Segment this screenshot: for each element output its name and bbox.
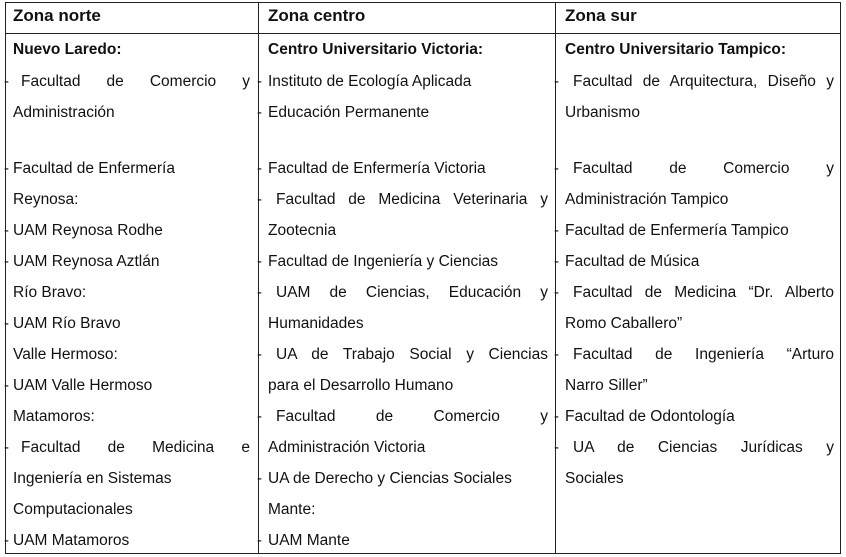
list-item: Sociales [565, 470, 624, 487]
list-item: UAM Reynosa Rodhe [13, 222, 163, 239]
list-bullet-dash: - [257, 104, 262, 121]
list-bullet-dash: - [4, 160, 9, 177]
list-item: UAM Río Bravo [13, 315, 121, 332]
list-item: Ingeniería en Sistemas [13, 470, 172, 487]
list-item: Administración [13, 104, 115, 121]
list-item: Facultad de Enfermería [13, 160, 175, 177]
list-bullet-dash: - [554, 253, 559, 270]
list-item: Reynosa: [13, 191, 79, 208]
list-item: UAM de Ciencias, Educación y [276, 284, 548, 301]
list-bullet-dash: - [257, 160, 262, 177]
list-bullet-dash: - [4, 222, 9, 239]
list-bullet-dash: - [257, 284, 262, 301]
header-zona-norte: Zona norte [13, 6, 101, 25]
list-item: UA de Ciencias Jurídicas y [573, 439, 834, 456]
list-item: Administración Tampico [565, 191, 729, 208]
list-item: Facultad de Ingeniería “Arturo [573, 346, 834, 363]
list-item: Facultad de Medicina “Dr. Alberto [573, 284, 834, 301]
list-bullet-dash: - [554, 222, 559, 239]
list-item: Valle Hermoso: [13, 346, 118, 363]
list-item: Facultad de Música [565, 253, 700, 270]
list-item: Facultad de Comercio y [21, 73, 250, 90]
list-bullet-dash: - [4, 253, 9, 270]
list-item: UAM Reynosa Aztlán [13, 253, 160, 270]
list-item: Facultad de Comercio y [573, 160, 834, 177]
list-item: Facultad de Arquitectura, Diseño y [573, 73, 834, 90]
list-item: Facultad de Medicina e [21, 439, 250, 456]
list-bullet-dash: - [4, 377, 9, 394]
list-item: UAM Valle Hermoso [13, 377, 153, 394]
list-bullet-dash: - [554, 439, 559, 456]
list-item: Facultad de Enfermería Victoria [268, 160, 486, 177]
list-bullet-dash: - [554, 408, 559, 425]
list-item: Río Bravo: [13, 284, 87, 301]
header-divider [5, 33, 841, 34]
list-bullet-dash: - [257, 346, 262, 363]
list-bullet-dash: - [257, 73, 262, 90]
list-bullet-dash: - [4, 532, 9, 549]
list-item: Zootecnia [268, 222, 337, 239]
list-item: Instituto de Ecología Aplicada [268, 73, 472, 90]
list-item: Administración Victoria [268, 439, 426, 456]
list-item: UAM Matamoros [13, 532, 130, 549]
list-item: Urbanismo [565, 104, 640, 121]
list-item: Matamoros: [13, 408, 95, 425]
list-bullet-dash: - [257, 532, 262, 549]
list-bullet-dash: - [4, 439, 9, 456]
campus-heading: Nuevo Laredo: [13, 41, 122, 58]
list-item: Narro Siller” [565, 377, 648, 394]
list-item: Facultad de Medicina Veterinaria y [276, 191, 548, 208]
list-bullet-dash: - [554, 284, 559, 301]
list-item: Humanidades [268, 315, 364, 332]
list-item: Facultad de Odontología [565, 408, 735, 425]
list-item: Computacionales [13, 501, 133, 518]
campus-heading: Centro Universitario Tampico: [565, 41, 787, 58]
list-item: UA de Trabajo Social y Ciencias [276, 346, 548, 363]
header-zona-centro: Zona centro [268, 6, 366, 25]
list-bullet-dash: - [257, 191, 262, 208]
list-item: Educación Permanente [268, 104, 430, 121]
list-item: UAM Mante [268, 532, 350, 549]
list-item: Romo Caballero” [565, 315, 683, 332]
header-zona-sur: Zona sur [565, 6, 637, 25]
list-bullet-dash: - [554, 346, 559, 363]
list-item: para el Desarrollo Humano [268, 377, 454, 394]
list-bullet-dash: - [257, 470, 262, 487]
list-item: Mante: [268, 501, 316, 518]
list-item: Facultad de Comercio y [276, 408, 548, 425]
list-bullet-dash: - [257, 408, 262, 425]
list-bullet-dash: - [4, 315, 9, 332]
list-item: UA de Derecho y Ciencias Sociales [268, 470, 512, 487]
list-bullet-dash: - [257, 253, 262, 270]
list-item: Facultad de Ingeniería y Ciencias [268, 253, 499, 270]
list-bullet-dash: - [554, 160, 559, 177]
list-bullet-dash: - [554, 73, 559, 90]
campus-heading: Centro Universitario Victoria: [268, 41, 484, 58]
list-bullet-dash: - [4, 73, 9, 90]
list-item: Facultad de Enfermería Tampico [565, 222, 789, 239]
